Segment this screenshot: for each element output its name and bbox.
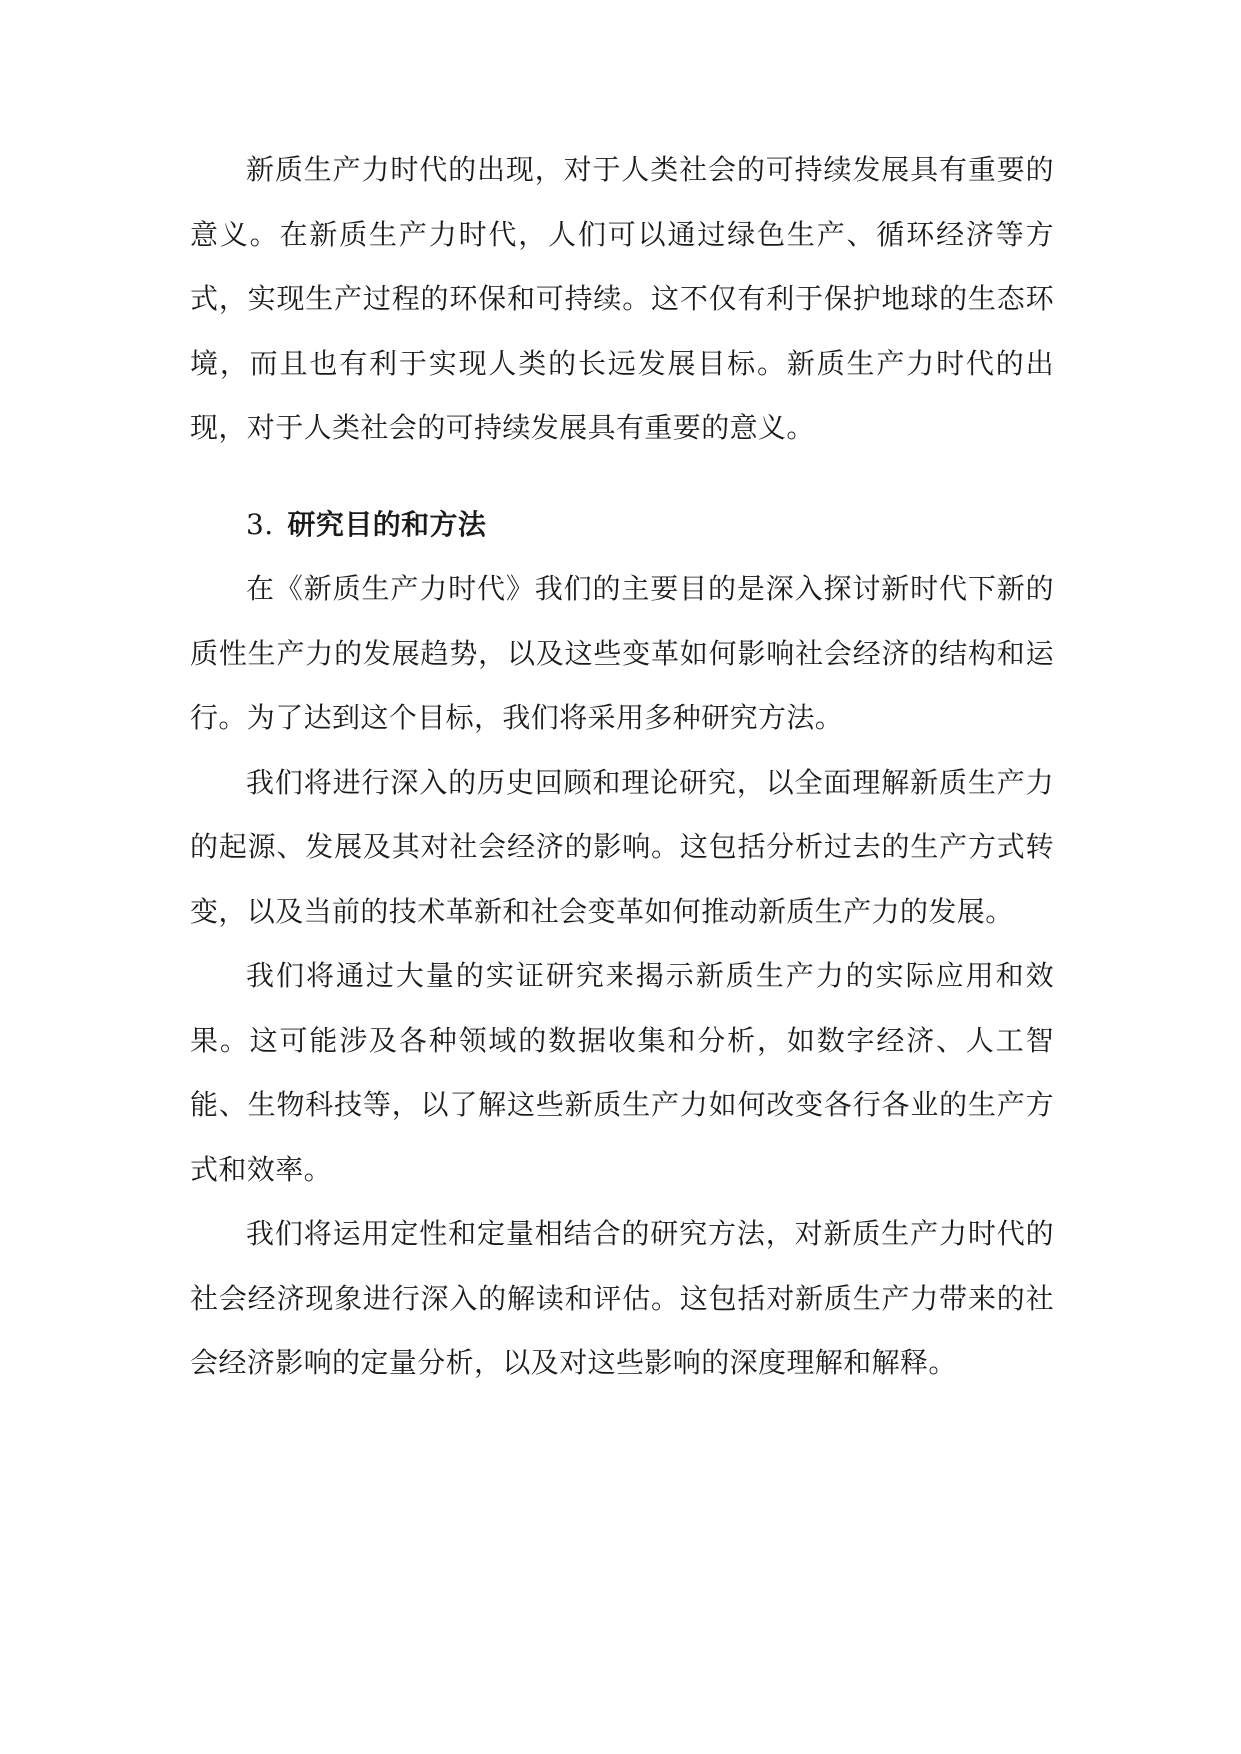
paragraph-purpose: 在《新质生产力时代》我们的主要目的是深入探讨新时代下新的质性生产力的发展趋势，以及这些变革如何影响社会经济的结构和运行。为了达到这个目标，我们将采用多种研究方法。	[190, 572, 1054, 734]
paragraph-mixed-methods: 我们将运用定性和定量相结合的研究方法，对新质生产力时代的社会经济现象进行深入的解读和评估。这包括对新质生产力带来的社会经济影响的定量分析，以及对这些影响的深度理解和解释。	[190, 1217, 1054, 1379]
section-heading	[190, 461, 1054, 558]
paragraph-sustainability: 新质生产力时代的出现，对于人类社会的可持续发展具有重要的意义。在新质生产力时代，人们可以通过绿色生产、循环经济等方式，实现生产过程的环保和可持续。这不仅有利于保护地球的生态环境，而且也有利于实现人类的长远发展目标。新质生产力时代的出现，对于人类社会的可持续发展具有重要的意义。	[190, 153, 1054, 444]
paragraph-empirical-research: 我们将通过大量的实证研究来揭示新质生产力的实际应用和效果。这可能涉及各种领域的数据收集和分析，如数字经济、人工智能、生物科技等，以了解这些新质生产力如何改变各行各业的生产方式和效率。	[190, 959, 1054, 1186]
section-title: 研究目的和方法	[287, 507, 487, 541]
paragraph-history-theory: 我们将进行深入的历史回顾和理论研究，以全面理解新质生产力的起源、发展及其对社会经济的影响。这包括分析过去的生产方式转变，以及当前的技术革新和社会变革如何推动新质生产力的发展。	[190, 765, 1054, 928]
document-body	[190, 138, 1054, 1396]
section-number: 3.	[246, 507, 274, 541]
